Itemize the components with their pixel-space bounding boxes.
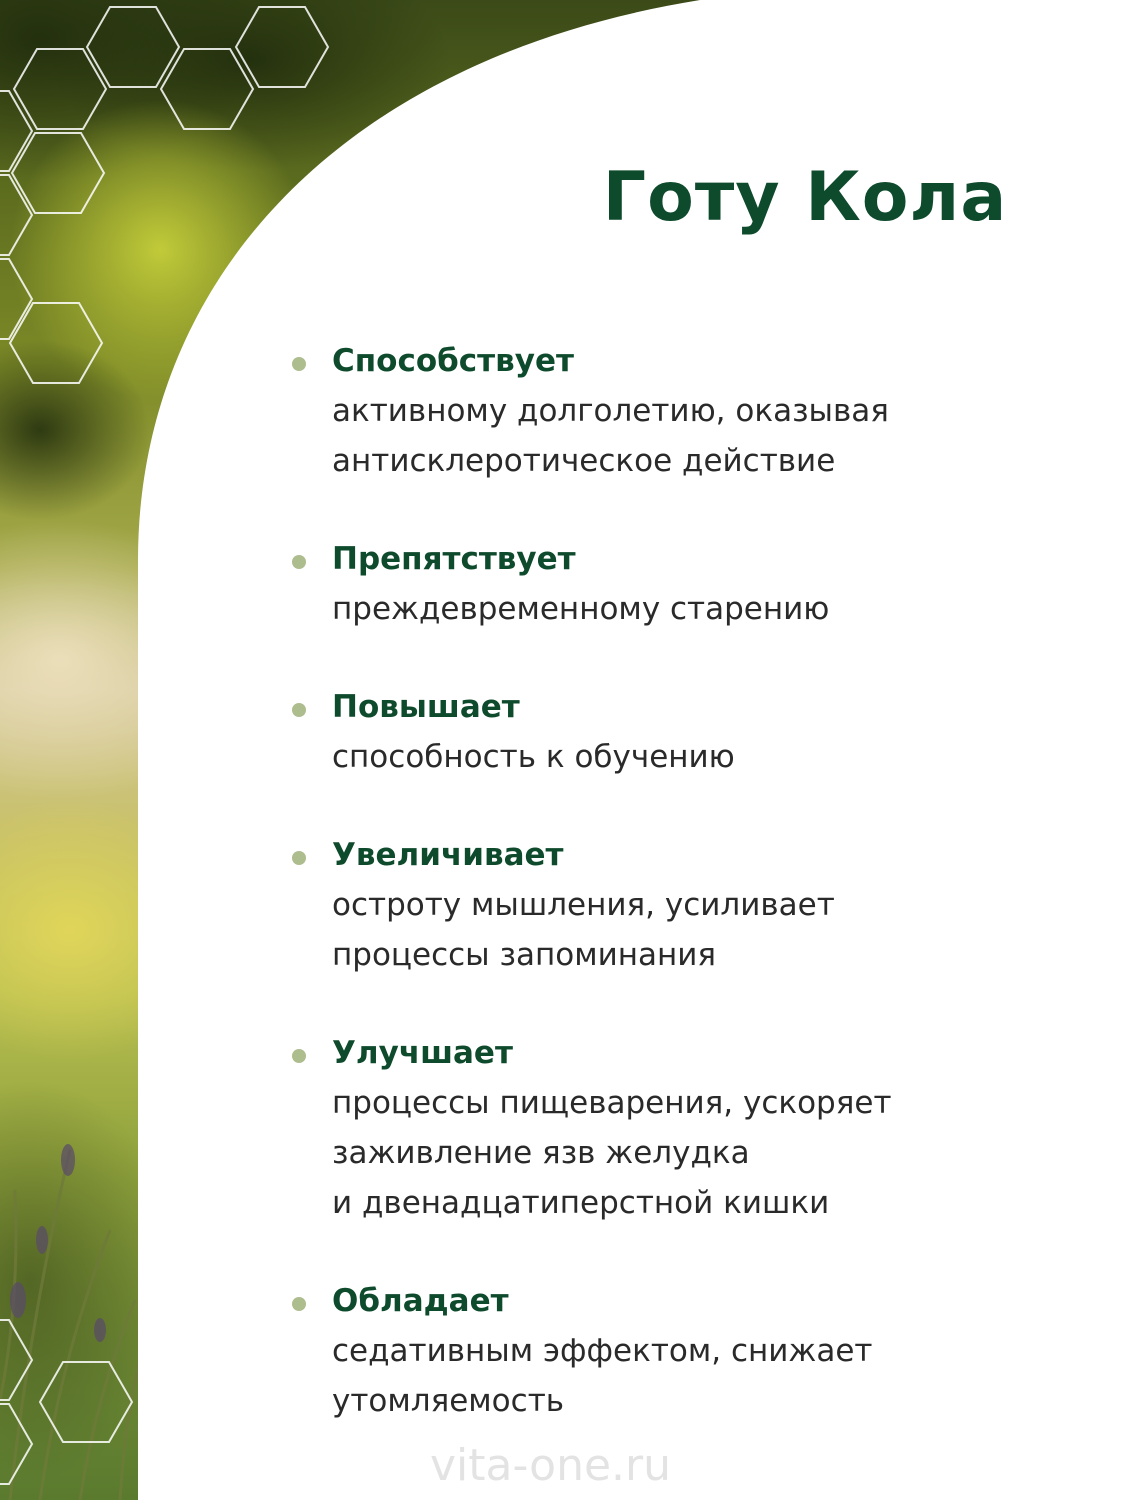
benefit-text: активному долголетию, оказывая антисклеротическое действие	[332, 393, 889, 479]
benefit-title: Обладает	[332, 1283, 509, 1319]
benefit-item	[290, 336, 1070, 486]
circle-bullet-icon	[292, 851, 306, 865]
benefit-title: Повышает	[332, 689, 520, 725]
hexagon-outline-icon	[236, 7, 328, 87]
benefit-item	[290, 534, 1070, 634]
page-title: Готу Кола	[602, 158, 1008, 237]
hexagon-outline-icon	[0, 259, 32, 339]
benefit-item	[290, 830, 1070, 980]
benefit-title: Способствует	[332, 343, 574, 379]
hexagon-outline-icon	[0, 1404, 32, 1484]
circle-bullet-icon	[292, 1049, 306, 1063]
watermark: vita-one.ru	[430, 1440, 672, 1491]
circle-bullet-icon	[292, 357, 306, 371]
circle-bullet-icon	[292, 703, 306, 717]
hexagon-outline-icon	[14, 49, 106, 129]
circle-bullet-icon	[292, 1297, 306, 1311]
hexagon-outline-icon	[161, 49, 253, 129]
benefits-list	[290, 336, 1070, 1474]
hexagon-outline-icon	[0, 1320, 32, 1400]
hexagon-outline-icon	[87, 7, 179, 87]
hexagon-outline-icon	[0, 91, 32, 171]
benefit-title: Увеличивает	[332, 837, 564, 873]
hexagon-outline-icon	[0, 175, 32, 255]
benefit-text: способность к обучению	[332, 739, 735, 775]
benefit-text: седативным эффектом, снижает утомляемость	[332, 1333, 873, 1419]
benefit-item	[290, 1276, 1070, 1426]
benefit-title: Препятствует	[332, 541, 576, 577]
circle-bullet-icon	[292, 555, 306, 569]
benefit-text: преждевременному старению	[332, 591, 830, 627]
benefit-text: остроту мышления, усиливает процессы запоминания	[332, 887, 835, 973]
benefit-item	[290, 682, 1070, 782]
benefit-text: процессы пищеварения, ускоряет заживление язв желудка и двенадцатиперстной кишки	[332, 1085, 892, 1221]
benefit-title: Улучшает	[332, 1035, 513, 1071]
benefit-item	[290, 1028, 1070, 1228]
hexagon-outline-icon	[12, 133, 104, 213]
hexagon-outline-icon	[40, 1362, 132, 1442]
